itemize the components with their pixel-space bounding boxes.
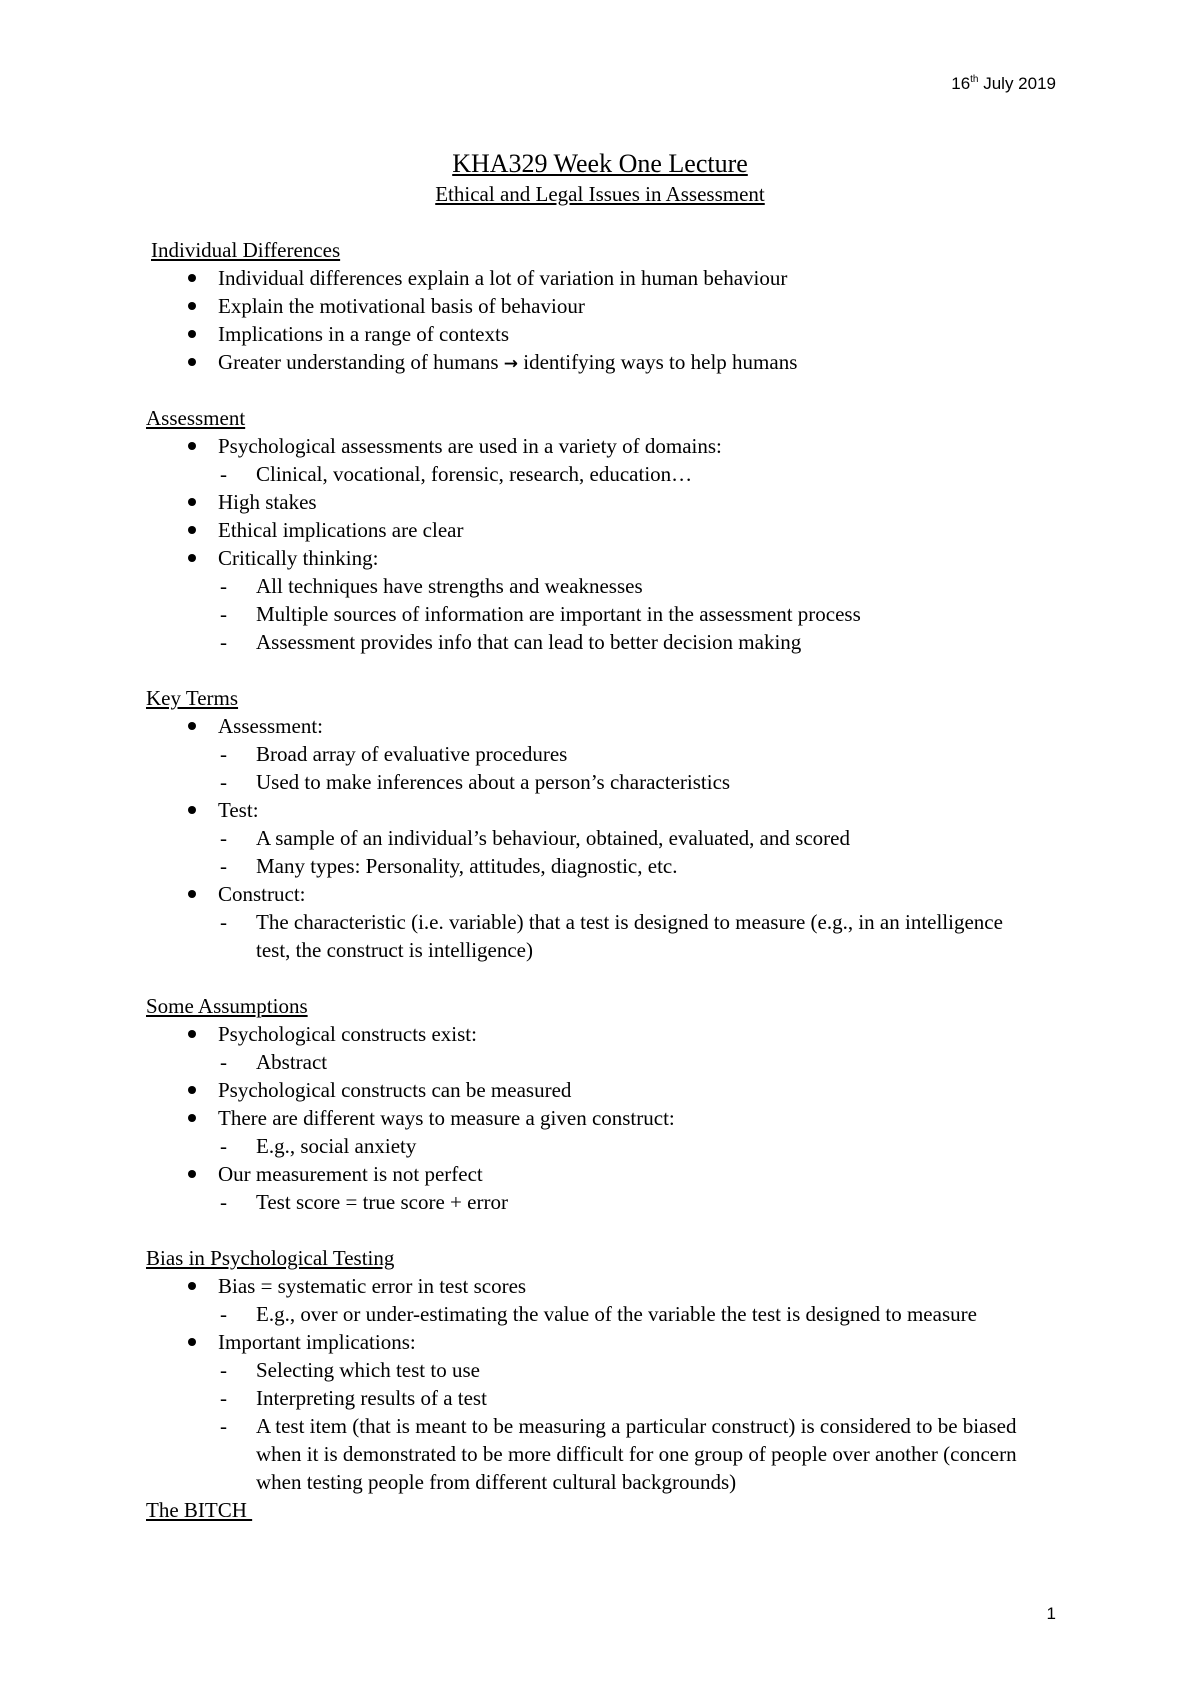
sub-item (146, 1384, 1066, 1412)
dash-icon: - (220, 462, 227, 486)
bullet-icon (188, 330, 196, 338)
page-number: 1 (1046, 1604, 1056, 1623)
bullet-icon (188, 358, 196, 366)
sub-item-text: Test score = true score + error (256, 1190, 508, 1214)
dash-icon: - (220, 1190, 227, 1214)
dash-icon: - (220, 1134, 227, 1158)
sub-item-text: The characteristic (i.e. variable) that a test is designed to measure (e.g., in an intelligence test, the construct is intelligence) (256, 910, 1003, 962)
bullet-item (146, 544, 1066, 572)
dash-icon: - (220, 1414, 227, 1438)
sub-item (146, 768, 1066, 796)
dash-icon: - (220, 742, 227, 766)
bullet-text: Psychological assessments are used in a variety of domains: (218, 434, 722, 458)
bullet-icon (188, 302, 196, 310)
section-heading: Key Terms (146, 686, 239, 710)
section-key-terms (146, 684, 1066, 964)
bullet-text: Psychological constructs can be measured (218, 1078, 572, 1102)
bullet-icon (188, 1170, 196, 1178)
dash-icon: - (220, 826, 227, 850)
bullet-item (146, 292, 1066, 320)
section-assessment (146, 404, 1066, 656)
sub-item-text: Selecting which test to use (256, 1358, 480, 1382)
document-body (146, 236, 1066, 1552)
bullet-item (146, 712, 1066, 740)
bullet-icon (188, 722, 196, 730)
date-rest: July 2019 (978, 74, 1056, 93)
bullet-item (146, 264, 1066, 292)
bullet-icon (188, 1338, 196, 1346)
bullet-icon (188, 1030, 196, 1038)
bullet-item (146, 1272, 1066, 1300)
bullet-text: Bias = systematic error in test scores (218, 1274, 527, 1298)
sub-item-text: Assessment provides info that can lead to better decision making (256, 630, 802, 654)
bullet-text: Explain the motivational basis of behaviour (218, 294, 585, 318)
dash-icon: - (220, 1050, 227, 1074)
sub-item (146, 1356, 1066, 1384)
sub-item-text: E.g., social anxiety (256, 1134, 417, 1158)
page-subtitle: Ethical and Legal Issues in Assessment (435, 182, 765, 206)
dash-icon: - (220, 630, 227, 654)
bullet-icon (188, 526, 196, 534)
bullet-item (146, 1160, 1066, 1188)
sub-item (146, 1412, 1056, 1496)
bullet-text: identifying ways to help humans (518, 350, 798, 374)
bullet-text: High stakes (218, 490, 317, 514)
section-heading: Assessment (146, 406, 246, 430)
dash-icon: - (220, 574, 227, 598)
bullet-text: Assessment: (218, 714, 323, 738)
dash-icon: - (220, 602, 227, 626)
bullet-icon (188, 806, 196, 814)
sub-item-text: A test item (that is meant to be measuring a particular construct) is considered to be biased when it is demonstrated to be more difficult for one group of people over another (concern when testing people from different cultural backgrounds) (256, 1414, 1017, 1494)
bullet-text: Individual differences explain a lot of variation in human behaviour (218, 266, 788, 290)
bullet-item (146, 1104, 1066, 1132)
bullet-item (146, 1328, 1066, 1356)
dash-icon: - (220, 910, 227, 934)
sub-item (146, 908, 1026, 964)
bullet-icon (188, 1114, 196, 1122)
sub-item (146, 852, 1066, 880)
bullet-item (146, 348, 1066, 376)
sub-item (146, 1188, 1066, 1216)
bullet-text: There are different ways to measure a given construct: (218, 1106, 675, 1130)
sub-item-text: Many types: Personality, attitudes, diagnostic, etc. (256, 854, 678, 878)
bullet-icon (188, 554, 196, 562)
sub-item-text: E.g., over or under-estimating the value of the variable the test is designed to measure (256, 1302, 977, 1326)
sub-item (146, 824, 1066, 852)
sub-item (146, 460, 1066, 488)
bullet-icon (188, 498, 196, 506)
section-heading: Some Assumptions (146, 994, 308, 1018)
bullet-text: Implications in a range of contexts (218, 322, 509, 346)
sub-item-text: All techniques have strengths and weaknesses (256, 574, 643, 598)
section-heading: Individual Differences (151, 238, 341, 262)
section-bias (146, 1244, 1066, 1496)
bullet-item (146, 320, 1066, 348)
bullet-item (146, 796, 1066, 824)
bullet-icon (188, 1282, 196, 1290)
bullet-text: Ethical implications are clear (218, 518, 464, 542)
dash-icon: - (220, 1302, 227, 1326)
date-suffix: th (970, 74, 979, 85)
bullet-text: Important implications: (218, 1330, 416, 1354)
sub-item (146, 628, 1066, 656)
bullet-item (146, 432, 1066, 460)
sub-item-text: Interpreting results of a test (256, 1386, 487, 1410)
bullet-icon (188, 890, 196, 898)
sub-item-text: A sample of an individual’s behaviour, obtained, evaluated, and scored (256, 826, 850, 850)
bullet-text: Critically thinking: (218, 546, 379, 570)
bullet-icon (188, 274, 196, 282)
section-some-assumptions (146, 992, 1066, 1216)
section-heading: The BITCH (146, 1498, 253, 1522)
section-heading: Bias in Psychological Testing (146, 1246, 395, 1270)
dash-icon: - (220, 1358, 227, 1382)
sub-item-text: Clinical, vocational, forensic, research, education… (256, 462, 693, 486)
bullet-item (146, 488, 1066, 516)
section-the-bitch (146, 1496, 1066, 1524)
sub-item (146, 740, 1066, 768)
sub-item (146, 1048, 1066, 1076)
sub-item (146, 1132, 1066, 1160)
dash-icon: - (220, 1386, 227, 1410)
bullet-item (146, 1020, 1066, 1048)
bullet-item (146, 516, 1066, 544)
bullet-text: Psychological constructs exist: (218, 1022, 477, 1046)
bullet-text: Test: (218, 798, 259, 822)
dash-icon: - (220, 770, 227, 794)
sub-item-text: Abstract (256, 1050, 328, 1074)
right-arrow-icon: → (503, 354, 518, 374)
date-day: 16 (951, 74, 971, 93)
sub-item (146, 572, 1066, 600)
bullet-item (146, 1076, 1066, 1104)
sub-item (146, 600, 1066, 628)
dash-icon: - (220, 854, 227, 878)
bullet-icon (188, 442, 196, 450)
sub-item (146, 1300, 1036, 1328)
sub-item-text: Multiple sources of information are important in the assessment process (256, 602, 861, 626)
page-title: KHA329 Week One Lecture (452, 149, 748, 178)
bullet-text: Our measurement is not perfect (218, 1162, 483, 1186)
sub-item-text: Broad array of evaluative procedures (256, 742, 568, 766)
bullet-icon (188, 1086, 196, 1094)
bullet-item (146, 880, 1066, 908)
bullet-text: Construct: (218, 882, 306, 906)
section-individual-differences (146, 236, 1066, 376)
bullet-text: Greater understanding of humans (218, 350, 504, 374)
sub-item-text: Used to make inferences about a person’s characteristics (256, 770, 731, 794)
date-header (951, 74, 1056, 94)
